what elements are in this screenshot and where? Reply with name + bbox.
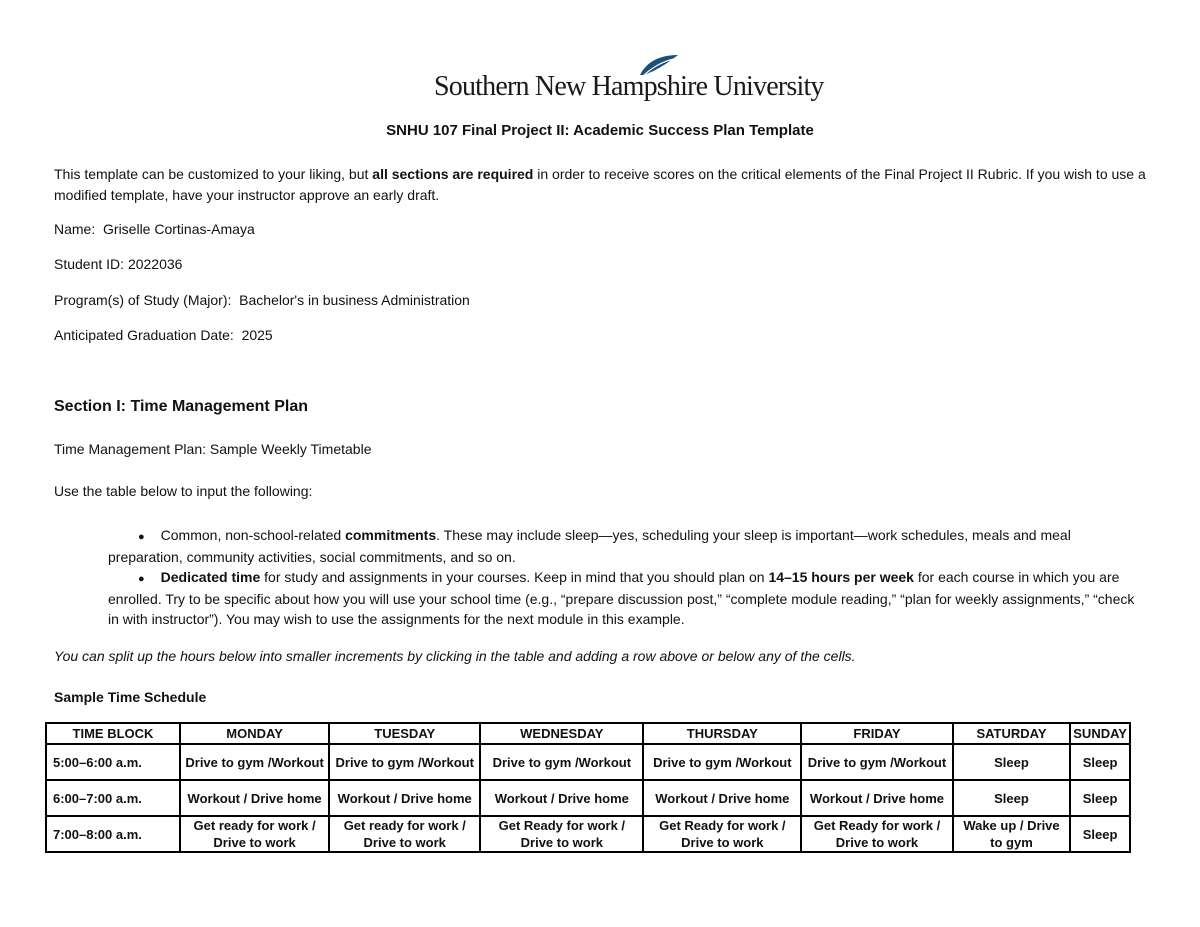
table-cell[interactable]: Sleep — [1070, 780, 1130, 816]
program-value: Bachelor's in business Administration — [239, 292, 470, 308]
table-cell-time[interactable]: 6:00–7:00 a.m. — [46, 780, 180, 816]
bullet1-text-2: . These may include sleep—yes, scheduling your sleep is important—work schedules, meals and meal preparation, community activities, social commitments, and so on. — [108, 527, 1071, 565]
instruction-bullets — [108, 525, 1148, 629]
time-schedule-table — [45, 722, 1131, 853]
graduation-field — [54, 327, 273, 343]
table-instruction: Use the table below to input the following: — [54, 483, 313, 499]
header-time-block[interactable]: TIME BLOCK — [46, 723, 180, 744]
header-wednesday[interactable]: WEDNESDAY — [480, 723, 643, 744]
table-cell[interactable]: Get ready for work / Drive to work — [180, 816, 329, 852]
section-subheading: Time Management Plan: Sample Weekly Timetable — [54, 441, 372, 457]
program-field — [54, 292, 470, 308]
table-cell[interactable]: Drive to gym /Workout — [480, 744, 643, 780]
table-cell[interactable]: Get Ready for work / Drive to work — [643, 816, 801, 852]
name-field — [54, 221, 255, 237]
name-value: Griselle Cortinas-Amaya — [103, 221, 255, 237]
header-friday[interactable]: FRIDAY — [801, 723, 952, 744]
section-heading: Section I: Time Management Plan — [54, 398, 308, 415]
header-sunday[interactable]: SUNDAY — [1070, 723, 1130, 744]
document-title: SNHU 107 Final Project II: Academic Success Plan Template — [386, 122, 814, 139]
student-id-label: Student ID: — [54, 256, 125, 272]
bullet2-emphasis-2: 14–15 hours per week — [768, 569, 914, 585]
header-tuesday[interactable]: TUESDAY — [329, 723, 480, 744]
header-monday[interactable]: MONDAY — [180, 723, 329, 744]
table-cell[interactable]: Get Ready for work / Drive to work — [480, 816, 643, 852]
student-id-value: 2022036 — [127, 256, 183, 272]
table-row — [46, 744, 1130, 780]
intro-text-2: in order to receive scores on the critical elements of the Final Project II Rubric. If you wish to use a modified template, have your instructor approve an early draft. — [54, 166, 1146, 203]
table-caption: Sample Time Schedule — [54, 689, 207, 705]
table-cell[interactable]: Workout / Drive home — [329, 780, 480, 816]
table-cell[interactable]: Wake up / Drive to gym — [953, 816, 1071, 852]
italic-note: You can split up the hours below into smaller increments by clicking in the table and adding a row above or below any of the cells. — [54, 648, 856, 664]
table-row — [46, 780, 1130, 816]
table-cell[interactable]: Workout / Drive home — [801, 780, 952, 816]
table-cell-time[interactable]: 5:00–6:00 a.m. — [46, 744, 180, 780]
bullet-dedicated-time — [108, 567, 1148, 629]
leaf-icon — [634, 53, 682, 79]
intro-emphasis: all sections are required — [372, 166, 534, 182]
bullet-commitments — [108, 525, 1148, 567]
name-label: Name: — [54, 221, 96, 237]
graduation-label: Anticipated Graduation Date: — [54, 327, 234, 343]
university-logo — [434, 55, 824, 107]
logo-wordmark: Southern New Hampshire University — [434, 71, 824, 102]
table-cell[interactable]: Sleep — [953, 744, 1071, 780]
table-cell[interactable]: Get Ready for work / Drive to work — [801, 816, 952, 852]
table-cell-time[interactable]: 7:00–8:00 a.m. — [46, 816, 180, 852]
bullet-dot-icon: ● — [138, 573, 145, 585]
bullet-dot-icon: ● — [138, 531, 145, 543]
table-row — [46, 816, 1130, 852]
table-cell[interactable]: Workout / Drive home — [643, 780, 801, 816]
bullet2-emphasis-1: Dedicated time — [160, 569, 261, 585]
program-label: Program(s) of Study (Major): — [54, 292, 232, 308]
table-cell[interactable]: Drive to gym /Workout — [329, 744, 480, 780]
table-header-row — [46, 723, 1130, 744]
header-saturday[interactable]: SATURDAY — [953, 723, 1071, 744]
table-cell[interactable]: Get ready for work / Drive to work — [329, 816, 480, 852]
table-cell[interactable]: Drive to gym /Workout — [643, 744, 801, 780]
intro-paragraph — [54, 164, 1150, 206]
table-cell[interactable]: Sleep — [1070, 816, 1130, 852]
table-cell[interactable]: Drive to gym /Workout — [180, 744, 329, 780]
bullet2-text-2: for each course in which you are enrolled. Try to be specific about how you will use your school time (e.g., “prepare discussion post,” “complete module reading,” “plan for weekly assignments,” “check in with instructor”). You may wish to use the assignments for the next module in this example. — [108, 569, 1135, 627]
table-cell[interactable]: Sleep — [1070, 744, 1130, 780]
intro-text-1: This template can be customized to your liking, but — [54, 166, 373, 182]
table-cell[interactable]: Sleep — [953, 780, 1071, 816]
table-cell[interactable]: Drive to gym /Workout — [801, 744, 952, 780]
table-cell[interactable]: Workout / Drive home — [180, 780, 329, 816]
bullet2-text-1: for study and assignments in your courses. Keep in mind that you should plan on — [260, 569, 769, 585]
bullet1-emphasis: commitments — [345, 527, 437, 543]
student-id-field — [54, 256, 182, 272]
bullet1-text-1: Common, non-school-related — [160, 527, 346, 543]
graduation-value: 2025 — [241, 327, 273, 343]
header-thursday[interactable]: THURSDAY — [643, 723, 801, 744]
table-cell[interactable]: Workout / Drive home — [480, 780, 643, 816]
